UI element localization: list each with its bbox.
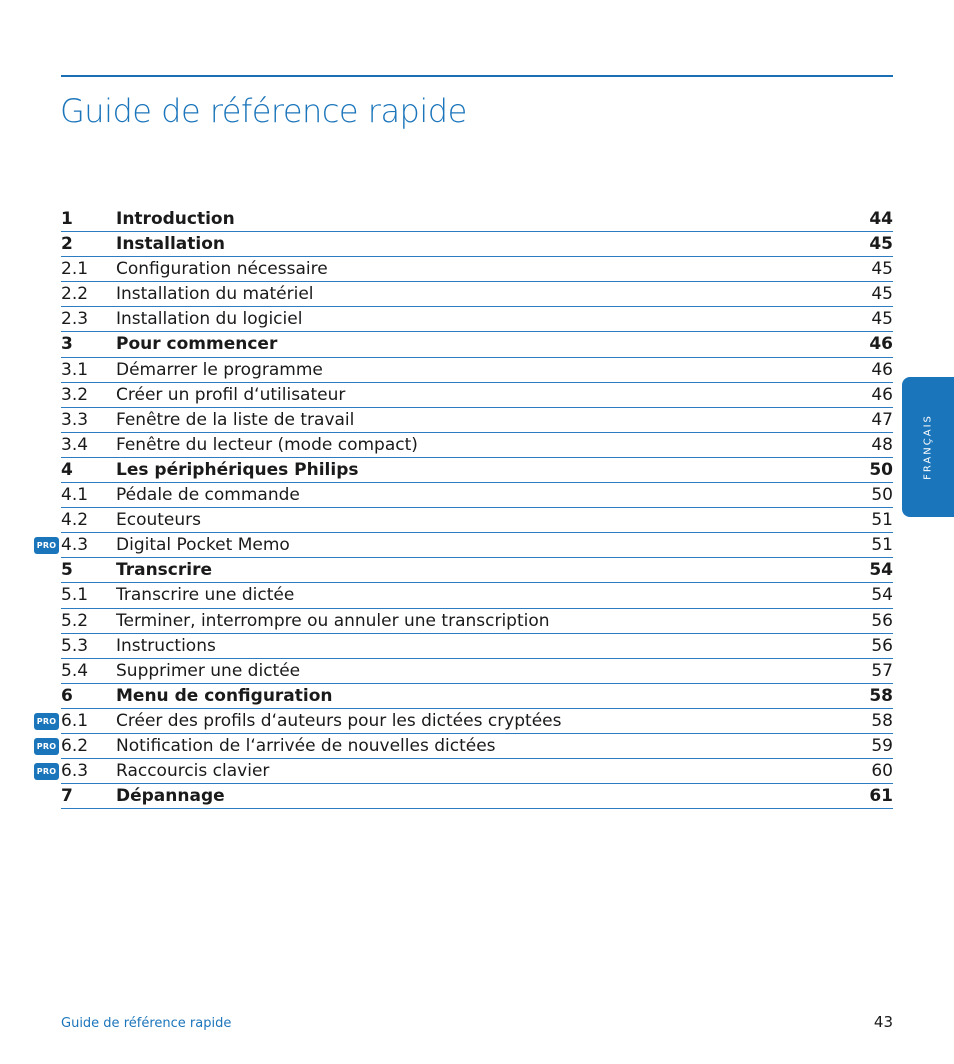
toc-entry-page: 58 (871, 710, 893, 731)
toc-entry-page: 47 (871, 409, 893, 430)
language-tab-label: FRANÇAIS (922, 414, 934, 480)
toc-entry-number: 6 (61, 685, 73, 706)
toc-entry-label: Installation du logiciel (116, 309, 303, 330)
toc-entry-number: 6.3 (61, 761, 89, 782)
toc-entry-number: 3.4 (61, 434, 89, 455)
pro-badge-icon: PRO (34, 763, 59, 780)
toc-entry[interactable] (61, 257, 893, 282)
toc-entry-page: 57 (871, 660, 893, 681)
toc-entry-page: 58 (869, 685, 893, 706)
toc-entry[interactable] (61, 332, 893, 357)
toc-entry-page: 48 (871, 434, 893, 455)
toc-entry-page: 61 (869, 786, 893, 807)
toc-entry-label: Pour commencer (116, 334, 278, 355)
toc-entry-number: 2.3 (61, 309, 89, 330)
toc-entry-number: 6.2 (61, 735, 89, 756)
toc-entry[interactable] (61, 634, 893, 659)
toc-entry-label: Terminer, interrompre ou annuler une transcription (116, 610, 550, 631)
toc-entry[interactable] (61, 558, 893, 583)
toc-entry-label: Pédale de commande (116, 485, 300, 506)
toc-entry[interactable] (36, 533, 893, 558)
toc-entry-number: 6.1 (61, 710, 89, 731)
toc-entry-number: 2.2 (61, 284, 89, 305)
toc-entry[interactable] (61, 784, 893, 809)
toc-entry-page: 56 (871, 610, 893, 631)
table-of-contents (36, 207, 893, 809)
language-tab[interactable] (902, 377, 954, 517)
toc-entry-page: 50 (869, 459, 893, 480)
toc-entry-page: 51 (871, 535, 893, 556)
toc-entry-number: 7 (61, 786, 73, 807)
toc-entry[interactable] (61, 282, 893, 307)
toc-entry[interactable] (61, 408, 893, 433)
toc-entry[interactable] (61, 483, 893, 508)
toc-entry-number: 3 (61, 334, 73, 355)
toc-entry-page: 56 (871, 635, 893, 656)
toc-entry-page: 46 (871, 359, 893, 380)
toc-entry-number: 5 (61, 560, 73, 581)
toc-entry-label: Fenêtre de la liste de travail (116, 409, 355, 430)
toc-entry-label: Les périphériques Philips (116, 459, 359, 480)
toc-entry-number: 3.3 (61, 409, 89, 430)
toc-entry-number: 3.1 (61, 359, 89, 380)
toc-entry-label: Configuration nécessaire (116, 259, 328, 280)
toc-entry-number: 3.2 (61, 384, 89, 405)
toc-entry-number: 5.2 (61, 610, 89, 631)
toc-entry-number: 1 (61, 209, 73, 229)
toc-entry-label: Digital Pocket Memo (116, 535, 290, 556)
toc-entry-page: 60 (871, 761, 893, 782)
top-rule (61, 75, 893, 77)
toc-entry[interactable] (36, 759, 893, 784)
toc-entry-page: 59 (871, 735, 893, 756)
toc-entry[interactable] (61, 583, 893, 608)
toc-entry-label: Transcrire une dictée (116, 585, 295, 606)
toc-entry[interactable] (61, 307, 893, 332)
toc-entry[interactable] (61, 609, 893, 634)
toc-entry-label: Introduction (116, 209, 235, 229)
toc-entry-page: 46 (869, 334, 893, 355)
toc-entry[interactable] (61, 659, 893, 684)
toc-entry[interactable] (61, 508, 893, 533)
toc-entry-label: Ecouteurs (116, 510, 202, 531)
toc-entry[interactable] (61, 207, 893, 232)
toc-entry-page: 45 (871, 259, 893, 280)
toc-entry-label: Créer des profils d‘auteurs pour les dictées cryptées (116, 710, 562, 731)
toc-entry-label: Menu de configuration (116, 685, 333, 706)
toc-entry-label: Installation du matériel (116, 284, 314, 305)
toc-entry[interactable] (61, 358, 893, 383)
pro-badge-icon: PRO (34, 537, 59, 554)
toc-entry-page: 54 (871, 585, 893, 606)
toc-entry-number: 2 (61, 234, 73, 255)
pro-badge-icon: PRO (34, 713, 59, 730)
toc-entry-number: 4 (61, 459, 73, 480)
toc-entry-page: 44 (869, 209, 893, 229)
toc-entry-number: 4.3 (61, 535, 89, 556)
toc-entry-page: 45 (871, 284, 893, 305)
toc-entry-page: 50 (871, 485, 893, 506)
toc-entry-label: Transcrire (116, 560, 213, 581)
toc-entry-label: Notification de l‘arrivée de nouvelles dictées (116, 735, 496, 756)
toc-entry[interactable] (61, 383, 893, 408)
toc-entry-label: Créer un profil d‘utilisateur (116, 384, 346, 405)
toc-entry-number: 4.1 (61, 485, 89, 506)
toc-entry-number: 5.1 (61, 585, 89, 606)
toc-entry[interactable] (36, 709, 893, 734)
toc-entry[interactable] (61, 458, 893, 483)
toc-entry[interactable] (61, 232, 893, 257)
toc-entry[interactable] (61, 433, 893, 458)
toc-entry-number: 5.4 (61, 660, 89, 681)
toc-entry-label: Supprimer une dictée (116, 660, 301, 681)
toc-entry[interactable] (36, 734, 893, 759)
toc-entry-number: 4.2 (61, 510, 89, 531)
toc-entry-number: 2.1 (61, 259, 89, 280)
toc-entry-label: Dépannage (116, 786, 225, 807)
toc-entry-page: 51 (871, 510, 893, 531)
toc-entry-label: Démarrer le programme (116, 359, 323, 380)
toc-entry-label: Fenêtre du lecteur (mode compact) (116, 434, 418, 455)
toc-entry-page: 45 (869, 234, 893, 255)
toc-entry-label: Raccourcis clavier (116, 761, 270, 782)
toc-entry-page: 54 (869, 560, 893, 581)
page-title: Guide de référence rapide (60, 92, 467, 130)
footer-title: Guide de référence rapide (61, 1016, 232, 1031)
toc-entry[interactable] (61, 684, 893, 709)
pro-badge-icon: PRO (34, 738, 59, 755)
toc-entry-page: 46 (871, 384, 893, 405)
toc-entry-page: 45 (871, 309, 893, 330)
toc-entry-number: 5.3 (61, 635, 89, 656)
toc-entry-label: Installation (116, 234, 226, 255)
toc-entry-label: Instructions (116, 635, 216, 656)
page-number: 43 (873, 1013, 893, 1031)
